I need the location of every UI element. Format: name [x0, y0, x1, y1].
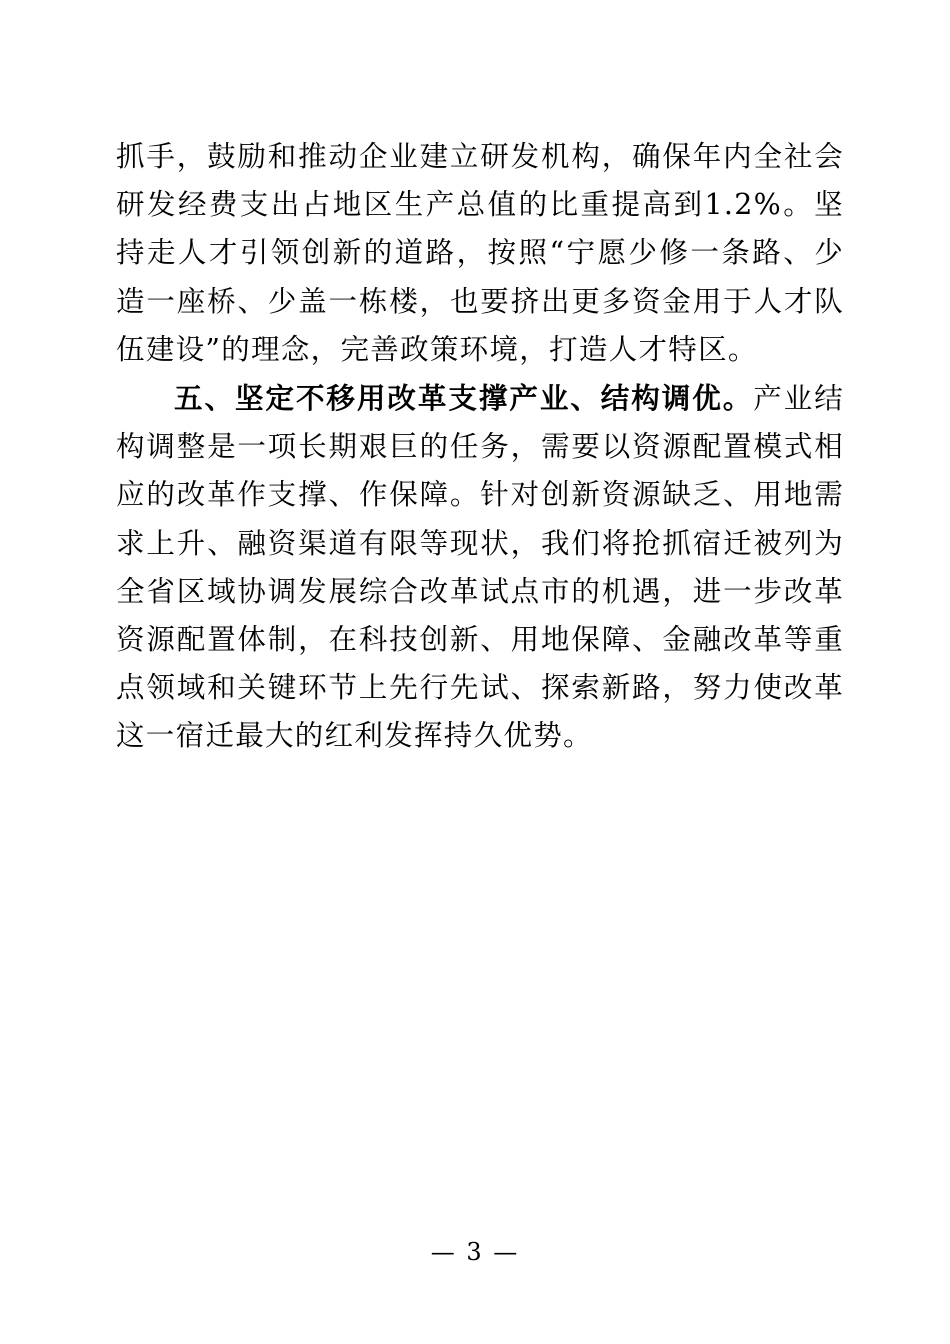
paragraph-text: 产业结构调整是一项长期艰巨的任务，需要以资源配置模式相应的改革作支撑、作保障。针对创新资源缺乏、用地需求上升、融资渠道有限等现状，我们将抢抓宿迁被列为全省区域协调发展综合改革试点市的机遇，进一步改革资源配置体制，在科技创新、用地保障、金融改革等重点领域和关键环节上先行先试、探索新路，努力使改革这一宿迁最大的红利发挥持久优势。: [116, 382, 845, 753]
paragraph-continuation: [116, 133, 844, 374]
document-body: [116, 133, 844, 761]
paragraph-text: 抓手，鼓励和推动企业建立研发机构，确保年内全社会研发经费支出占地区生产总值的比重提高到1.2%。坚持走人才引领创新的道路，按照“宁愿少修一条路、少造一座桥、少盖一栋楼，也要挤出更多资金用于人才队伍建设”的理念，完善政策环境，打造人才特区。: [116, 140, 844, 366]
section-heading: 五、坚定不移用改革支撑产业、结构调优。: [174, 381, 754, 416]
paragraph-section-five: [116, 374, 844, 761]
page-number: — 3 —: [430, 1238, 520, 1266]
